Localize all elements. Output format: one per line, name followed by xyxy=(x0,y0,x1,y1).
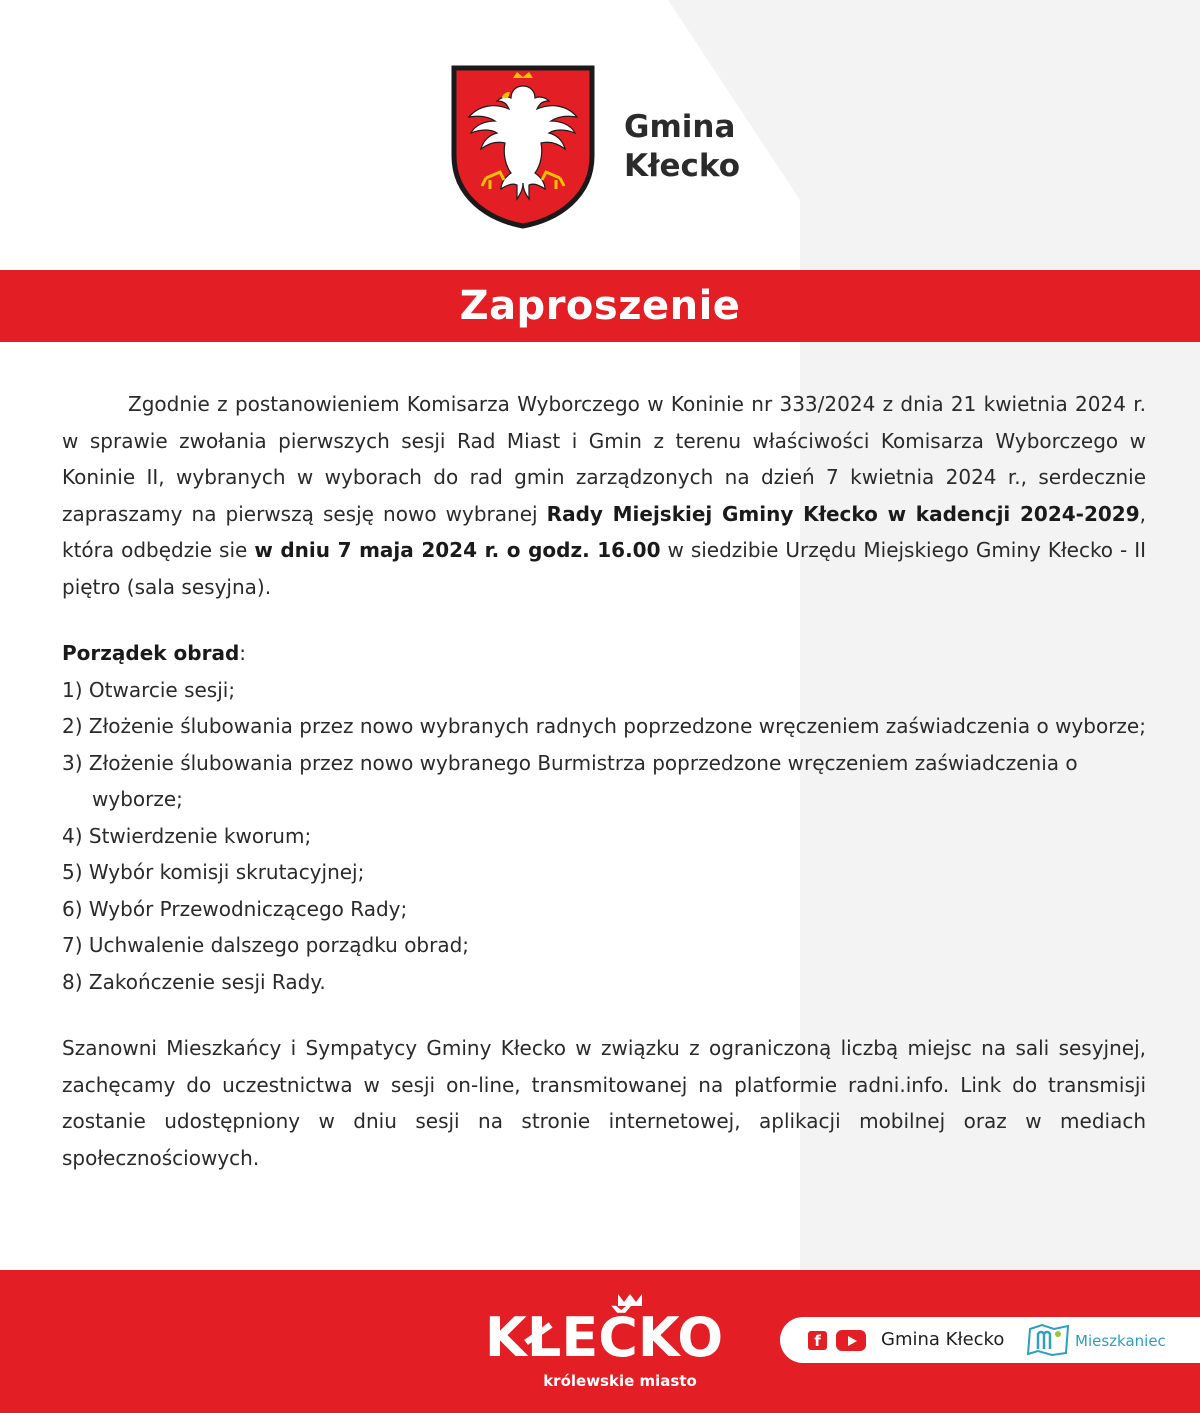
agenda-item: 7) Uchwalenie dalszego porządku obrad; xyxy=(62,933,470,957)
logo-wordmark: KŁEČKO xyxy=(484,1306,724,1369)
document-body xyxy=(62,386,1146,1176)
agenda-heading-colon: : xyxy=(239,641,247,665)
social-account-name: Gmina Kłecko xyxy=(881,1329,1005,1350)
title-banner xyxy=(0,270,1200,342)
agenda-item: 1) Otwarcie sesji; xyxy=(62,677,236,702)
agenda-item: 3) Złożenie ślubowania przez nowo wybranego Burmistrza poprzedzone wręczeniem zaświadczenia o wyborze; xyxy=(62,750,1078,811)
page-header xyxy=(0,0,1200,270)
agenda-item: 5) Wybór komisji skrutacyjnej; xyxy=(62,860,365,884)
intro-paragraph xyxy=(62,386,1146,605)
agenda-heading xyxy=(62,635,1146,672)
facebook-icon[interactable]: f xyxy=(808,1331,827,1350)
agenda-heading-label: Porządek obrad xyxy=(62,641,240,665)
agenda-list xyxy=(62,672,1146,1001)
intro-text-3: w siedzibie Urzędu Miejskiego Gminy Kłecko - II piętro (sala sesyjna). xyxy=(62,538,1146,599)
white-eagle-on-red-shield-icon xyxy=(450,64,596,230)
footer-banner xyxy=(0,1270,1200,1413)
agenda-item: 2) Złożenie ślubowania przez nowo wybranych radnych poprzedzone wręczeniem zaświadczenia o wyborze; xyxy=(62,714,1146,738)
klecko-logo xyxy=(468,1288,740,1398)
council-name: Rady Miejskiej Gminy Kłecko w kadencji 2024-2029 xyxy=(546,501,1140,526)
session-date-time: w dniu 7 maja 2024 r. o godz. 16.00 xyxy=(254,538,661,562)
youtube-icon[interactable] xyxy=(836,1330,866,1351)
agenda-item: 6) Wybór Przewodniczącego Rady; xyxy=(62,896,408,921)
intro-text-1: Zgodnie z postanowieniem Komisarza Wyborczego w Koninie nr 333/2024 z dnia 21 kwietnia 2024 r. w sprawie zwołania pierwszych sesji Rad Miast i Gmin z terenu właściwości Komisarza Wyborczego w Koninie II, wybranych w wyborach do rad gmin zarządzonych na dzień 7 kwietnia 2024 r., serdecznie zapraszamy na pierwszą sesję nowo wybranej xyxy=(62,392,1146,526)
mieszkaniec-map-icon[interactable] xyxy=(1024,1323,1072,1357)
organization-name xyxy=(624,108,740,186)
logo-tagline: królewskie miasto xyxy=(543,1372,697,1390)
agenda-item: 4) Stwierdzenie kworum; xyxy=(62,823,312,848)
social-links xyxy=(780,1317,1200,1363)
intro-text-2: , która odbędzie sie xyxy=(62,501,1146,562)
agenda-item: 8) Zakończenie sesji Rady. xyxy=(62,969,326,994)
page-title: Zaproszenie xyxy=(459,283,741,329)
app-name: Mieszkaniec xyxy=(1075,1332,1166,1350)
organization-name-line2: Kłecko xyxy=(624,148,741,184)
organization-name-line1: Gmina xyxy=(624,109,736,145)
closing-paragraph: Szanowni Mieszkańcy i Sympatycy Gminy Kłecko w związku z ograniczoną liczbą miejsc na sali sesyjnej, zachęcamy do uczestnictwa w sesji on-line, transmitowanej na platformie radni.info. Link do transmisji zostanie udostępniony w dniu sesji na stronie internetowej, aplikacji mobilnej oraz w mediach społecznościowych. xyxy=(62,1036,1146,1170)
